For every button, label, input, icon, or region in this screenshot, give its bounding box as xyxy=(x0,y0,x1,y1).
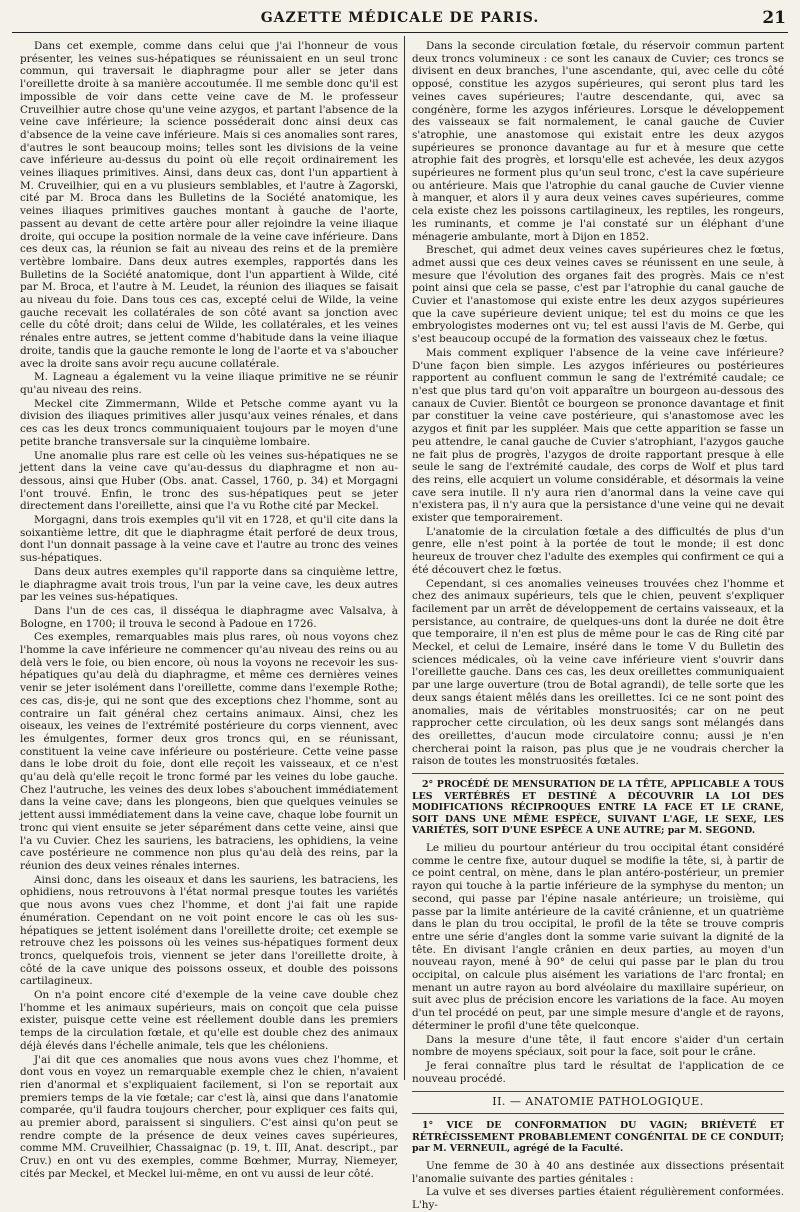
paragraph: L'anatomie de la circulation fœtale a des difficultés de plus d'un genre, elle n'est point à la portée de tout le monde; il est donc heureux de trouver chez l'adulte des exemples qui confirment ce qui a été découvert chez le fœtus. xyxy=(412,525,784,576)
column-divider xyxy=(404,36,405,1080)
paragraph: Breschet, qui admet deux veines caves supérieures chez le fœtus, admet aussi que ces deux veines caves se réunissent en une seule, à mesure que l'évolution des organes fait des progrès. Mais ce n'est point ainsi que cela se passe, c'est par l'atrophie du canal gauche de Cuvier et l'anastomose qui existe entre les deux azygos supérieures que la cave supérieure devient unique; tel est du moins ce que les embryologistes modernes ont vu; tel est aussi l'avis de M. Gerbe, qui s'est beaucoup occupé de la formation des vaisseaux chez le fœtus. xyxy=(412,244,784,346)
right-column xyxy=(412,40,784,1211)
paragraph: Morgagni, dans trois exemples qu'il vit en 1728, et qu'il cite dans la soixantième lettre, dit que le diaphragme était perforé de deux trous, dont l'un donnait passage à la veine cave et l'autre au tronc des veines sus-hépatiques. xyxy=(20,514,398,565)
paragraph: Une femme de 30 à 40 ans destinée aux dissections présentait l'anomalie suivante des parties génitales : xyxy=(412,1159,784,1185)
section-title-anatomie: II. — ANATOMIE PATHOLOGIQUE. xyxy=(412,1091,784,1114)
paragraph: La vulve et ses diverses parties étaient régulièrement conformées. L'hy- xyxy=(412,1186,784,1211)
paragraph: Meckel cite Zimmermann, Wilde et Petsche comme ayant vu la division des iliaques primitives aller jusqu'aux veines rénales, et dans ces cas les deux troncs communiquaient toujours par le moyen d'une petite branche transversale sur la cinquième lombaire. xyxy=(20,397,398,448)
journal-title: GAZETTE MÉDICALE DE PARIS. xyxy=(260,10,540,26)
paragraph: Je ferai connaître plus tard le résultat de l'application de ce nouveau procédé. xyxy=(412,1060,784,1085)
paragraph: Dans cet exemple, comme dans celui que j'ai l'honneur de vous présenter, les veines sus-hépatiques se réunissaient en un seul tronc commun, qui traversait le diaphragme pour aller se jeter dans l'oreillette droite à sa manière accoutumée. Il me semble donc qu'il est impossible de voir dans cette veine cave de M. le professeur Cruveilhier autre chose qu'une veine azygos, et partant l'absence de la veine cave inférieure; la science posséderait donc ainsi deux cas d'absence de la veine cave inférieure. Mais si ces anomalies sont rares, d'autres le sont beaucoup moins; telles sont les divisions de la veine cave inférieure au-dessus du point où elle reçoit ordinairement les veines iliaques primitives. Ainsi, dans deux cas, dont l'un appartient à M. Cruveilhier, qui en a vu plusieurs semblables, et l'autre à Zagorski, cité par M. Broca dans les Bulletins de la Société anatomique, les veines iliaques primitives gauches montant à gauche de l'aorte, passent au devant de cette artère pour aller rejoindre la veine iliaque droite, qui occupe la position normale de la veine cave inférieure. Dans ces deux cas, la réunion se fait au niveau des reins et de la première vertèbre lombaire. Dans deux autres exemples, rapportés dans les Bulletins de la Société anatomique, dont l'un appartient à Wilde, cité par M. Broca, et l'autre à M. Leudet, la réunion des iliaques se faisait au niveau du foie. Dans tous ces cas, excepté celui de Wilde, la veine gauche recevait les collatérales de son côté avant sa jonction avec celle du côté droit; dans celui de Wilde, les collatérales, et les veines rénales entre autres, se jettent comme d'habitude dans la veine iliaque droite, tandis que la gauche remonte le long de l'aorte et va s'aboucher avec la droite sans avoir reçu aucune collatérale. xyxy=(20,40,398,370)
paragraph: Une anomalie plus rare est celle où les veines sus-hépatiques ne se jettent dans la veine cave qu'au-dessus du diaphragme et non au-dessous, ainsi que Huber (Obs. anat. Cassel, 1760, p. 34) et Morgagni l'ont trouvé. Enfin, le tronc des sus-hépatiques peut se jeter directement dans l'oreillette, ainsi que l'a vu Rothe cité par Meckel. xyxy=(20,449,398,513)
paragraph: Dans la mesure d'une tête, il faut encore s'aider d'un certain nombre de moyens spéciaux, soit pour la face, soit pour le crâne. xyxy=(412,1033,784,1059)
paragraph: On n'a point encore cité d'exemple de la veine cave double chez l'homme et les animaux supérieurs, mais on conçoit que cela puisse exister, puisque cette veine est réellement double dans les premiers temps de la circulation fœtale, et qu'elle est double chez des animaux déjà élevés dans l'échelle animale, tels que les chéloniens. xyxy=(20,989,398,1052)
left-column xyxy=(20,40,398,1180)
paragraph: M. Lagneau a également vu la veine iliaque primitive ne se réunir qu'au niveau des reins. xyxy=(20,371,398,396)
paragraph: Ces exemples, remarquables mais plus rares, où nous voyons chez l'homme la cave inférieure ne commencer qu'au niveau des reins ou au delà vers le foie, ou bien encore, où nous la voyons ne recevoir les sus-hépatiques qu'au delà du diaphragme, et même ces dernières veines venir se jeter isolément dans l'oreillette, comme dans l'exemple Rothe; ces cas, dis-je, qui ne sont que des exceptions chez l'homme, sont au contraire un fait général chez certains animaux. Ainsi, chez les oiseaux, les veines de l'extrémité postérieure du corps viennent, avec les émulgentes, former deux gros troncs qui, en se réunissant, constituent la veine cave inférieure ou postérieure. Cette veine passe dans le lobe droit du foie, dont elle reçoit les vaisseaux, et ce n'est qu'au delà qu'elle reçoit le tronc formé par les veines du lobe gauche. Chez l'autruche, les veines des deux lobes s'abouchent immédiatement dans la veine cave; dans les plongeons, bien que quelques veinules se jettent aussi immédiatement dans la veine cave, chaque lobe fournit un tronc qui vient ensuite se jeter séparément dans cette veine, ainsi que l'a vu Cuvier. Chez les sauriens, les batraciens, les ophidiens, la veine cave postérieure ne commence non plus qu'au delà des reins, par la réunion des deux veines rénales internes. xyxy=(20,631,398,872)
paragraph: Dans deux autres exemples qu'il rapporte dans sa cinquième lettre, le diaphragme avait trois trous, l'un par la veine cave, les deux autres par les veines sus-hépatiques. xyxy=(20,565,398,604)
page-header xyxy=(12,8,788,33)
paragraph: Dans la seconde circulation fœtale, du réservoir commun partent deux troncs volumineux : ce sont les canaux de Cuvier; ces troncs se divisent en deux branches, l'une ascendante, qui, avec celle du côté opposé, constitue les azygos supérieures, qui seront plus tard les veines caves supérieures; l'autre descendante, qui, avec sa congénère, forme les azygos inférieures. Lorsque le développement des vaisseaux se fait normalement, le canal gauche de Cuvier s'atrophie, une anastomose qui existait entre les deux azygos supérieures se prononce davantage au fur et à mesure que cette atrophie fait des progrès, et lorsqu'elle est achevée, les deux azygos supérieures ne forment plus qu'un seul tronc, c'est la cave supérieure ou antérieure. Mais que l'atrophie du canal gauche de Cuvier vienne à manquer, et alors il y aura deux veines caves supérieures, comme cela existe chez les poissons cartilagineux, les reptiles, les rongeurs, les ruminants, et comme je l'ai constaté sur un éléphant d'une ménagerie ambulante, mort à Dijon en 1852. xyxy=(412,40,784,243)
paragraph: Cependant, si ces anomalies veineuses trouvées chez l'homme et chez des animaux supérieurs, tels que le chien, peuvent s'expliquer facilement par un arrêt de développement de certains vaisseaux, et la persistance, au contraire, de quelques-uns dont la durée ne doit être que temporaire, il n'en est plus de même pour le cas de Ring cité par Meckel, et celui de Lemaire, inséré dans le tome V du Bulletin des sciences médicales, où la veine cave inférieure vient s'ouvrir dans l'oreillette gauche. Dans ces cas, les deux oreillettes communiquaient par une large ouverture (trou de Botal agrandi), de telle sorte que les deux sangs étaient mêlés dans les oreillettes. Ici ce ne sont point des anomalies, mais de véritables monstruosités; car on ne peut rapprocher cette circulation, où les deux sangs sont mélangés dans des oreillettes, d'aucun mode circulatoire connu; aussi je n'en chercherai point la raison, pas plus que je ne voudrais chercher la raison de toutes les monstruosités fœtales. xyxy=(412,577,784,768)
section-heading-vagin: 1° VICE DE CONFORMATION DU VAGIN; BRIÈVETÉ ET RÉTRÉCISSEMENT PROBABLEMENT CONGÉNITAL DE CE CONDUIT; par M. VERNEUIL, agrégé de la Faculté. xyxy=(412,1120,784,1155)
paragraph: Ainsi donc, dans les oiseaux et dans les sauriens, les batraciens, les ophidiens, nous retrouvons à l'état normal presque toutes les variétés que nous avons vues chez l'homme, et dont j'ai fait une rapide énumération. Cependant on ne voit point encore le cas où les sus-hépatiques se jettent isolément dans l'oreillette droite; cet exemple se retrouve chez les poissons où les veines sus-hépatiques forment deux troncs, quelquefois trois, viennent se jeter dans l'oreillette droite, à côté de la cave unique des poissons osseux, et double des poissons cartilagineux. xyxy=(20,873,398,988)
page-number: 21 xyxy=(762,8,786,28)
section-heading-procede: 2° PROCÉDÉ DE MENSURATION DE LA TÊTE, APPLICABLE A TOUS LES VERTÉBRÉS ET DESTINÉ A DÉCOUVRIR LA LOI DES MODIFICATIONS RÉCIPROQUES ENTRE LA FACE ET LE CRANE, SOIT DANS UNE MÊME ESPÈCE, SUIVANT L'AGE, LE SEXE, LES VARIÉTÉS, SOIT D'UNE ESPÈCE A UNE AUTRE; par M. SEGOND. xyxy=(412,773,784,837)
paragraph: J'ai dit que ces anomalies que nous avons vues chez l'homme, et dont vous en voyez un remarquable exemple chez le chien, n'avaient rien d'anormal et s'expliquaient facilement, si l'on se reportait aux premiers temps de la vie fœtale; car c'est là, ainsi que dans l'anatomie comparée, qu'il faudra toujours chercher, pour expliquer ces faits qui, au premier abord, paraissent si singuliers. C'est ainsi qu'on peut se rendre compte de la présence de deux veines caves supérieures, comme MM. Cruveilhier, Chassaignac (p. 19, t. III, Anat. descript., par Cruv.) en ont vu des exemples, comme Bœhmer, Murray, Niemeyer, cités par Meckel, et Meckel lui-même, en ont vu aussi de leur côté. xyxy=(20,1053,398,1180)
paragraph: Dans l'un de ces cas, il disséqua le diaphragme avec Valsalva, à Bologne, en 1700; il trouva le second à Padoue en 1726. xyxy=(20,604,398,630)
paragraph: Mais comment expliquer l'absence de la veine cave inférieure? D'une façon bien simple. Les azygos inférieures ou postérieures rapportent au confluent commun le sang de l'extrémité caudale; ce n'est que plus tard qu'on voit apparaître un bourgeon au-dessous des canaux de Cuvier. Bientôt ce bourgeon se prononce davantage et finit par constituer la veine cave postérieure, qui s'anastomose avec les azygos et finit par les suppléer. Mais que cette apparition se fasse un peu attendre, le canal gauche de Cuvier s'atrophiant, l'azygos gauche ne fait plus de progrès, l'azygos de droite rapportant presque à elle seule le sang de l'extrémité caudale, des corps de Wolf et plus tard des reins, elle acquiert un volume considérable, et désormais la veine cave sera inutile. Il n'y aura rien d'anormal dans la veine cave qui n'existera pas, il n'y aura que la persistance d'une veine qui ne devait exister que temporairement. xyxy=(412,346,784,525)
paragraph: Le milieu du pourtour antérieur du trou occipital étant considéré comme le centre fixe, autour duquel se modifie la tête, si, à partir de ce point central, on mène, dans le plan antéro-postérieur, un premier rayon qui touche à la partie inférieure de la symphyse du menton; un second, qui passe par l'épine nasale antérieure; un troisième, qui passe par la limite antérieure de la cavité crânienne, et un quatrième dans le plan du trou occipital, le profil de la tête se trouve compris entre une série d'angles dont la somme varie suivant la dignité de la tête. En divisant l'angle crânien en deux parties, au moyen d'un nouveau rayon, mené à 90° de celui qui passe par le plan du trou occipital, on calcule plus aisément les variations de l'arc frontal; en menant un autre rayon au bord alvéolaire du maxillaire supérieur, on suit avec plus de précision encore les variations de la face. Au moyen d'un tel procédé on peut, par une simple mesure d'angle et de rayons, déterminer le profil d'une tête quelconque. xyxy=(412,842,784,1032)
